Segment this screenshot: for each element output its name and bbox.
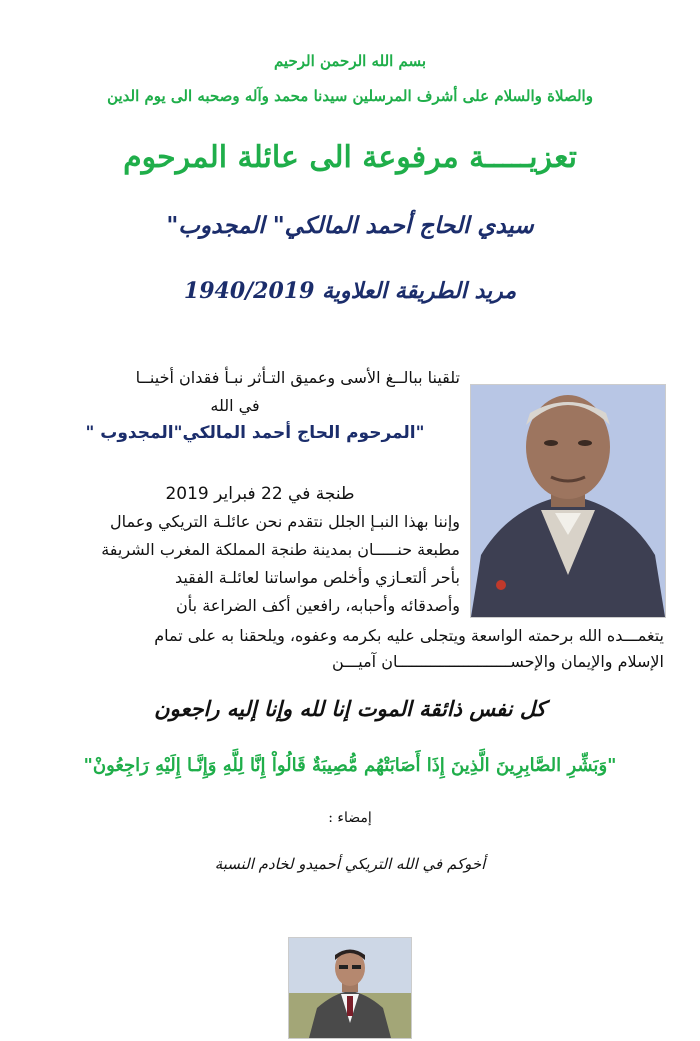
signature-line: أخوكم في الله التريكي أحميدو لخادم النسبة xyxy=(214,855,486,873)
deceased-reference: "المرحوم الحاج أحمد المالكي"المجدوب " xyxy=(85,423,425,443)
deceased-name: سيدي الحاج أحمد المالكي" المجدوب" xyxy=(166,212,534,239)
deceased-portrait xyxy=(470,384,666,618)
condolence-verse: كل نفس ذائقة الموت إنا لله وإنا إليه راجعون xyxy=(154,696,546,721)
body-line-7: الإسلام والإيمان والإحســــــــــــــــــــــــان آميـــن xyxy=(332,652,664,671)
body-line-2: وإننا بهذا النبـإ الجلل نتقدم نحن عائلـة التريكي وعمال xyxy=(110,512,460,531)
body-line-6: يتغمـــده الله برحمته الواسعة ويتجلى عليه بكرمه وعفوه، ويلحقنا به على تمام xyxy=(154,626,664,645)
body-line-1b: في الله xyxy=(210,396,260,415)
salat-line: والصلاة والسلام على أشرف المرسلين سيدنا محمد وآله وصحبه الى يوم الدين xyxy=(107,87,593,105)
page-title: تعزيـــــة مرفوعة الى عائلة المرحوم xyxy=(123,140,577,175)
basmala: بسم الله الرحمن الرحيم xyxy=(273,52,427,70)
body-line-5: وأصدقائه وأحبابه، رافعين أكف الضراعة بأن xyxy=(176,596,460,615)
portrait-image xyxy=(471,385,665,617)
date-line: طنجة في 22 فبراير 2019 xyxy=(165,484,355,504)
body-line-1: تلقينا ببالــغ الأسى وعميق التـأثر نبـأ فقدان أخينــا xyxy=(135,368,460,387)
quran-verse: "وَبَشِّرِ الصَّابِرِينَ الَّذِينَ إِذَا أَصَابَتْهُم مُّصِيبَةٌ قَالُواْ إِنَّا لِلَّهِ وَإِنَّـا إِلَيْهِ رَاجِعُونْ" xyxy=(83,755,617,776)
signature-label: إمضاء : xyxy=(328,810,372,826)
sender-portrait xyxy=(288,937,412,1039)
order-line: مريد الطريقة العلاوية 1940/2019 xyxy=(183,278,517,304)
body-line-4: بأحر ألتعـازي وأخلص مواساتنا لعائلـة الفقيد xyxy=(174,568,460,587)
body-line-3: مطبعة حنـــــان بمدينة طنجة المملكة المغرب الشريفة xyxy=(101,540,460,559)
sender-image xyxy=(289,938,411,1038)
